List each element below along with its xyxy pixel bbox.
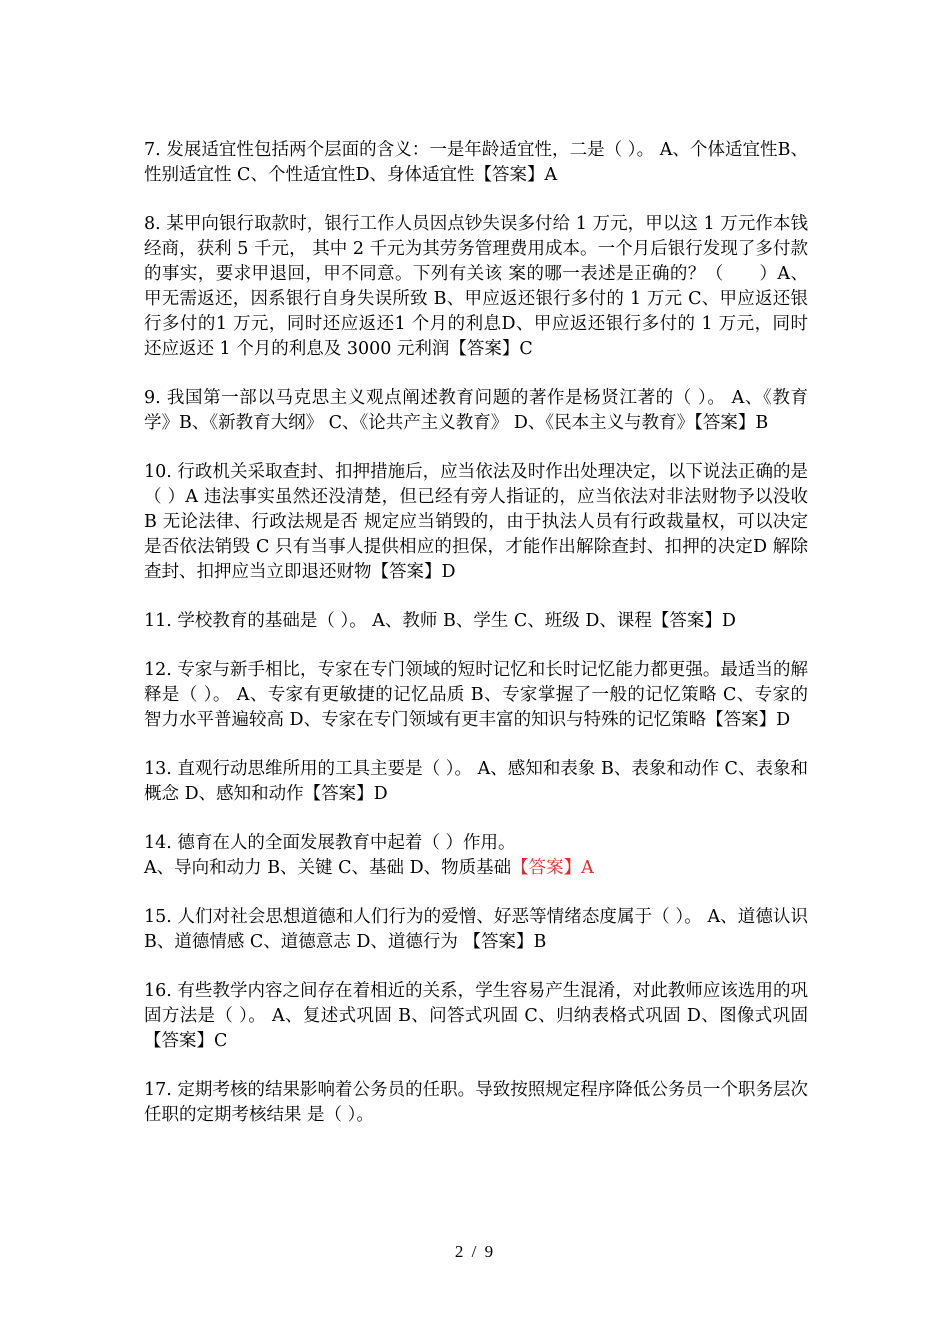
question-14-stem: 14. 德育在人的全面发展教育中起着（ ）作用。 <box>144 833 516 853</box>
question-7: 7. 发展适宜性包括两个层面的含义：一是年龄适宜性，二是（ ）。 A、个体适宜性B、性别适宜性 C、个性适宜性D、身体适宜性【答案】A <box>144 140 808 185</box>
question-14-answer: 【答案】A <box>511 858 594 878</box>
question-16: 16. 有些教学内容之间存在着相近的关系，学生容易产生混淆，对此教师应该选用的巩固方法是（ ）。 A、复述式巩固 B、问答式巩固 C、归纳表格式巩固 D、图像式巩固【答案】C <box>144 981 808 1051</box>
question-14-options: A、导向和动力 B、关键 C、基础 D、物质基础 <box>144 858 512 878</box>
page-number: 2 / 9 <box>454 1242 496 1261</box>
question-10: 10. 行政机关采取查封、扣押措施后，应当依法及时作出处理决定，以下说法正确的是（ ）A 违法事实虽然还没清楚，但已经有旁人指证的，应当依法对非法财物予以没收 B 无论法律、行政法规是否 规定应当销毁的，由于执法人员有行政裁量权，可以决定是否依法销毁 C 只有当事人提供相应的担保，才能作出解除查封、扣押的决定D 解除查封、扣押应当立即退还财物【答案】D <box>144 462 808 582</box>
question-17: 17. 定期考核的结果影响着公务员的任职。导致按照规定程序降低公务员一个职务层次任职的定期考核结果 是（ ）。 <box>144 1080 808 1125</box>
question-14 <box>144 831 808 881</box>
document-page <box>144 138 808 1152</box>
question-11: 11. 学校教育的基础是（ ）。 A、教师 B、学生 C、班级 D、课程【答案】D <box>144 611 736 631</box>
question-12: 12. 专家与新手相比，专家在专门领域的短时记忆和长时记忆能力都更强。最适当的解释是（ ）。 A、专家有更敏捷的记忆品质 B、专家掌握了一般的记忆策略 C、专家的智力水平普遍较高 D、专家在专门领域有更丰富的知识与特殊的记忆策略【答案】D <box>144 660 808 730</box>
question-9: 9. 我国第一部以马克思主义观点阐述教育问题的著作是杨贤江著的（ ）。 A、《教育学》B、《新教育大纲》 C、《论共产主义教育》 D、《民本主义与教育》【答案】B <box>144 388 808 433</box>
question-13: 13. 直观行动思维所用的工具主要是（ ）。 A、感知和表象 B、表象和动作 C、表象和概念 D、感知和动作【答案】D <box>144 759 808 804</box>
question-8: 8. 某甲向银行取款时，银行工作人员因点钞失误多付给 1 万元，甲以这 1 万元作本钱经商，获利 5 千元， 其中 2 千元为其劳务管理费用成本。一个月后银行发现了多付款的事实，要求甲退回，甲不同意。下列有关该 案的哪一表述是正确的？（ ）A、甲无需返还，因系银行自身失误所致 B、甲应返还银行多付的 1 万元 C、甲应返还银行多付的1 万元，同时还应返还1 个月的利息D、甲应返还银行多付的 1 万元，同时还应返还 1 个月的利息及 3000 元利润【答案】C <box>144 214 808 359</box>
question-15: 15. 人们对社会思想道德和人们行为的爱憎、好恶等情绪态度属于（ ）。 A、道德认识 B、道德情感 C、道德意志 D、道德行为 【答案】B <box>144 907 808 952</box>
